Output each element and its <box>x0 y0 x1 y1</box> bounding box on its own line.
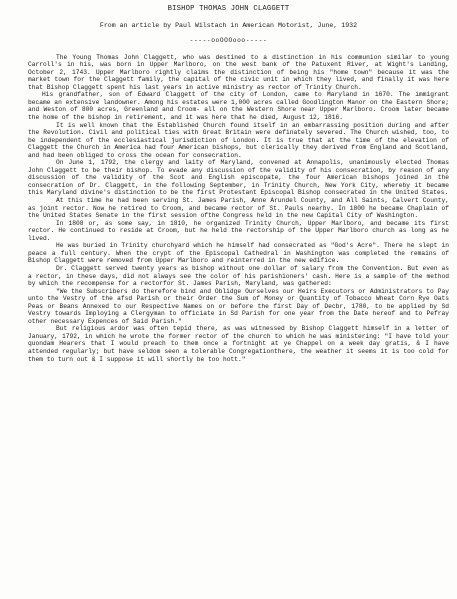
paragraph-religious-ardor: But religious ardor was often tepid there, as was witnessed by Bishop Claggett himself in a letter of January, 1792, in which he wrote the former rector of the church to which he was ministering: "I have told your quondam Hearers that I would preach to them once a fortnight at ye Chappel on a week day gratis, & I have attended regularly; but have seldom seen a tolerable Congregationthere, the weather it seems it is too cold for them to turn out & I suppose it will shortly be too hott." <box>28 325 449 363</box>
paragraph-election: On June 1, 1792, the clergy and laity of Maryland, convened at Annapolis, unanimously elected Thomas John Claggett to be their bishop. To evade any discussion of the validity of his consecration, by reason of any discussion of the validity of the Scot and English episcopate, the four American bishops joined in the consecration of Dr. Claggett, in the following September, in Trinity Church, New York City, whereby it became this Maryland divine's distinction to be the first Protestant Episcopal Bishop consecrated in the United States. <box>28 159 449 197</box>
article-body <box>28 54 449 363</box>
paragraph-established-church: It is well known that the Established Church found itself in an embarrassing position during and after the Revolution. Civil and political ties with Great Britain were definately severed. The Church wished, too, to be independent of the ecclesiastical jurisdiction of London. It is true that at the time of the elevation of Claggett the Church in America had four American bishops, but clerically they derived from England and Scotland, and had been obliged to cross the ocean for consecration. <box>28 121 449 159</box>
paragraph-st-james: At this time he had been serving St. James Parish, Anne Arundel County, and All Saints, Calvert County, as joint rector. Now he retired to Croom, and became rector of St. Pauls nearby. In 1800 he became Chaplain of the United States Senate in the first session ofthe Congress held in the new Capital City of Washington. <box>28 197 449 220</box>
section-divider: -----ooOOOooo----- <box>189 37 268 45</box>
paragraph-early-life: The Young Thomas John Claggett, who was destined to a distinction in his communion similar to young Carroll's in his, was born in Upper Marlboro, on the west bank of the Patuxent River, at Wight's Landing, October 2, 1743. Upper Marlboro rightly claims the distinction of being his "home town" because it was the market town for the Claggett family, the capital of the civic unit in which they lived, and finally it was here that Bishop Claggett spent his last years in active ministry as rector of Trinity Church. <box>28 53 449 91</box>
paragraph-subscribers-quote: "We the Subscribers do therefore bind and Oblidge Ourselves our Heirs Executors or Administrators to Pay unto the Vestry of the afsd Parish or their Order the Sum of Money or Quantity of Tobacco Wheat Corn Rye Oats Peas or Beans Annexed to our Respective Names on or before the first Day of Decbr, 1780, to be applied by Sd Vestry towards Imploying a Clergyman to officiate in Sd Parish for one year from the Date hereof and to Pefray other necessary Expences of Said Parish." <box>28 287 449 325</box>
paragraph-trinity-church: In 1808 or, as some say, in 1810, he organized Trinity Church, Upper Marlboro, and became its first rector. He continued to reside at Croom, but he held the rectorship of the Upper Marlboro church as long as he lived. <box>28 219 449 242</box>
paragraph-burial: He was buried in Trinity churchyard which he himself had consecrated as "God's Acre". There he slept in peace a full century. When the crypt of the Episcopal Cathedral in Washington was completed the remains of Bishop Claggett were removed from Upper Marlboro and reinterred in the new edifice. <box>28 242 449 265</box>
paragraph-grandfather: His grandfather, son of Edward Claggett of the city of London, came to Maryland in 1670. The immigrant became an extensive landowner. Among his estates were 1,000 acres called Goodlington Manor on the Eastern Shore; and Weston of 800 acres, Greenland and Croom- all on the Western Shore near Upper Marlboro. Croom later became the home of the bishop in retirement, and it was here that he died, August 12, 1816. <box>28 91 449 122</box>
document-title: BISHOP THOMAS JOHN CLAGGETT <box>167 5 290 13</box>
paragraph-salary: Dr. Claggett served twenty years as bishop without one dollar of salary from the Convention. But even as a rector, in these days, did not always see the color of his parishioners' cash. Here is a sample of the method by which the recompense for a rectorfor St. James Parish, Maryland, was gathered: <box>28 264 449 288</box>
source-attribution: From an article by Paul Wilstach in American Motorist, June, 1932 <box>99 21 358 29</box>
